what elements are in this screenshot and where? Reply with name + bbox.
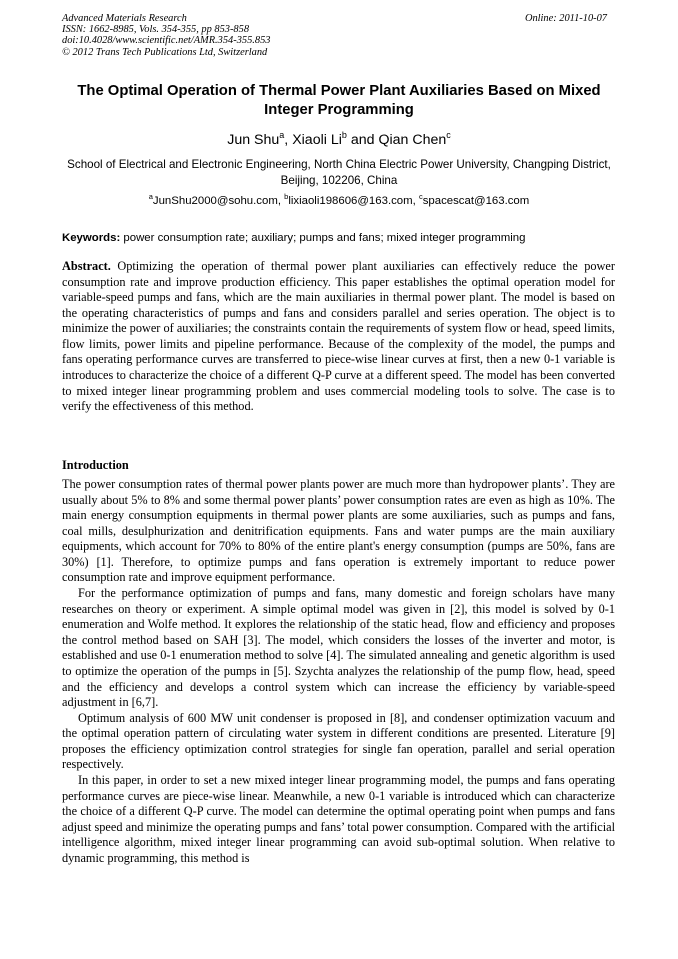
email-list — [62, 194, 616, 208]
abstract-label: Abstract. — [62, 259, 111, 273]
author-affil-mark: c — [446, 130, 451, 140]
email-mark: a — [148, 192, 153, 201]
introduction-body — [62, 477, 615, 866]
author-name: Jun Shu — [227, 132, 280, 148]
keywords-label: Keywords: — [62, 232, 121, 244]
intro-paragraph: Optimum analysis of 600 MW unit condenser is proposed in [8], and condenser optimization vacuum and the optimal operation pattern of circulating water system in different conditions are presented. Literature [9] proposes the efficiency optimization control strategies for single fan operation, parallel and serial operation respectively. — [62, 710, 615, 772]
author-separator: and — [346, 132, 379, 148]
author-affil-mark: a — [279, 130, 285, 140]
keywords-text: power consumption rate; auxiliary; pumps and fans; mixed integer programming — [120, 232, 526, 244]
email-separator: , — [277, 195, 285, 207]
email-mark: c — [418, 192, 423, 201]
abstract-block — [62, 259, 615, 415]
introduction-heading: Introduction — [62, 458, 129, 472]
email-mark: b — [284, 192, 289, 201]
journal-name: Advanced Materials Research — [62, 13, 187, 24]
author-name: Xiaoli Li — [292, 132, 342, 148]
author-name: Qian Chen — [378, 132, 447, 148]
intro-paragraph: The power consumption rates of thermal power plants power are much more than hydropower plants’. They are usually about 5% to 8% and some thermal power plants’ power consumption rates are even as high as 10%. The main energy consumption equipments in thermal power plants are some auxiliaries, such as pumps and fans, coal mills, desulphurization and denitrification equipments. Fans and water pumps are the main auxiliary equipments, which account for 70% to 80% of the entire plant's energy consumption (pumps are 50%, fans are 30%) [1]. Therefore, to optimize pumps and fans operation is extremely important to reduce power consumption rate and improve equipment performance. — [62, 477, 615, 585]
email-address[interactable]: JunShu2000@sohu.com — [152, 195, 278, 207]
email-address[interactable]: lixiaoli198606@163.com — [288, 195, 413, 207]
issn-line: ISSN: 1662-8985, Vols. 354-355, pp 853-858 — [62, 24, 250, 36]
intro-paragraph: In this paper, in order to set a new mixed integer linear programming model, the pumps and fans operating performance curves are piece-wise linear. Meanwhile, a new 0-1 variable is introduced which can characterize the choice of a different Q-P curve. The model can determine the optimal operating point when pumps and fans adjust speed and minimize the operating pumps and fans’ total power consumption. Compared with the artificial intelligence algorithm, mixed integer linear programming can avoid sub-optimal solution. When relative to dynamic programming, this method is — [62, 772, 615, 865]
author-affil-mark: b — [341, 130, 347, 140]
copyright-line: © 2012 Trans Tech Publications Ltd, Switzerland — [62, 46, 268, 58]
doi-line: doi:10.4028/www.scientific.net/AMR.354-355.853 — [62, 35, 271, 47]
email-address[interactable]: spacescat@163.com — [422, 195, 530, 207]
online-date: Online: 2011-10-07 — [524, 13, 607, 24]
paper-title: The Optimal Operation of Thermal Power Plant Auxiliaries Based on Mixed Integer Programming — [77, 83, 601, 118]
abstract-text: Optimizing the operation of thermal power plant auxiliaries can effectively reduce the power consumption rate and improve production efficiency. This paper establishes the optimal operation model for variable-speed pumps and fans, which are the main auxiliaries in thermal power plant. The model is based on the operating characteristics of pumps and fans and considers parallel and series operation. The object is to minimize the power of auxiliaries; the constraints contain the requirements of system flow or head, speed limits, flow limits, power limits and pipeline performance. Because of the complexity of the model, the pumps and fans operating performance curves are transferred to piece-wise linear curves at first, then a new 0-1 variable is introduces to characterize the choice of a different Q-P curve at a different speed. The model has been converted to mixed integer linear programming problem and uses commercial modeling tools to solve. The case is to verify the effectiveness of this method. — [62, 259, 615, 414]
author-separator: , — [284, 132, 293, 148]
email-separator: , — [412, 195, 419, 207]
affiliation: School of Electrical and Electronic Engineering, North China Electric Power University, Changping District, Beijing, 102206, China — [67, 158, 611, 187]
intro-paragraph: For the performance optimization of pumps and fans, many domestic and foreign scholars have many researches on theory or experiment. A simple optimal model was given in [2], this model is solved by 0-1 enumeration and Wolfe method. It explores the relationship of the static head, flow and efficiency and proposes the control method based on SAH [3]. The model, which considers the losses of the inverter and motor, is established and use 0-1 enumeration method to solve [4]. The simulated annealing and genetic algorithm is used to optimize the operation of the pumps in [5]. Szychta analyzes the relationship of the pump flow, head, speed and the efficiency and develops a control system which can increase the efficiency by variable-speed adjustment in [6,7]. — [62, 586, 615, 710]
author-list — [62, 131, 616, 149]
keywords-line — [62, 231, 616, 245]
journal-header — [62, 13, 270, 58]
